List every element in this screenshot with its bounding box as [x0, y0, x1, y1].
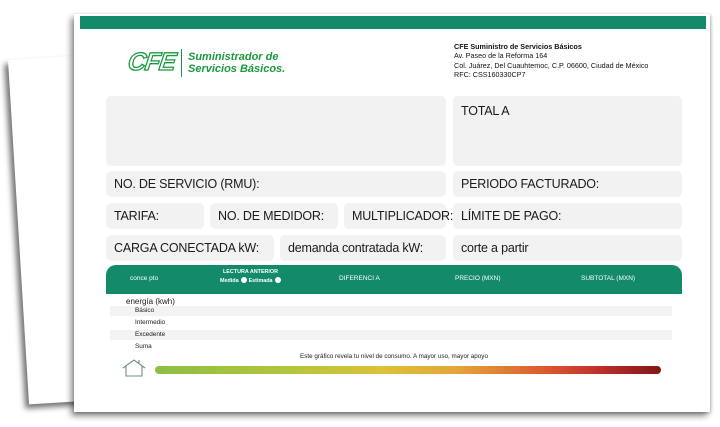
col-measured-label: Medida [220, 277, 239, 284]
col-difference: DIFERENCI A [339, 275, 380, 282]
customer-box [106, 96, 446, 166]
meter-number-field: NO. DE MEDIDOR: [210, 203, 338, 229]
payment-limit-field: LÍMITE DE PAGO: [453, 203, 682, 229]
consumption-gradient-bar [155, 366, 661, 374]
multiplier-field: MULTIPLICADOR: [344, 203, 446, 229]
logo-name-line1: Suministrador de [188, 50, 279, 63]
col-subtotal: SUBTOTAL (MXN) [581, 275, 636, 282]
house-icon [121, 358, 147, 378]
row-label-sum: Suma [135, 343, 152, 350]
table-row [110, 330, 672, 340]
company-rfc: RFC: CSS160330CP7 [454, 70, 526, 80]
tariff-field: TARIFA: [106, 203, 204, 229]
contracted-demand-field: demanda contratada kW: [280, 235, 446, 261]
energy-section-label: energía (kwh) [126, 297, 175, 306]
estimated-dot-icon [275, 277, 281, 283]
cfe-logo [128, 48, 285, 77]
col-previous-reading-title: LECTURA ANTERIOR [223, 269, 279, 275]
company-address-1: Av. Paseo de la Reforma 164 [454, 51, 548, 61]
row-label-intermediate: Intermedio [135, 319, 166, 326]
bill-sheet [74, 14, 710, 412]
row-label-excess: Excedente [135, 331, 166, 338]
col-concept: conce pto [130, 275, 159, 282]
company-name: CFE Suministro de Servicios Básicos [454, 42, 582, 51]
company-address-2: Col. Juárez, Del Cuauhtemoc, C.P. 06600, Ciudad de México [454, 60, 649, 70]
col-previous-reading [220, 269, 281, 285]
company-info [454, 42, 648, 80]
header-bar [80, 16, 706, 29]
col-estimated-label: Estimada [248, 277, 273, 284]
table-row [110, 318, 672, 328]
logo-divider [181, 49, 182, 77]
table-row [110, 342, 672, 352]
table-row [110, 306, 672, 316]
billing-period-field: PERIODO FACTURADO: [453, 171, 682, 197]
cutoff-field: corte a partir [453, 235, 682, 261]
service-number-field: NO. DE SERVICIO (RMU): [106, 171, 446, 197]
col-price: PRECIO (MXN) [455, 275, 501, 282]
measured-dot-icon [241, 277, 247, 283]
logo-name [188, 51, 285, 75]
logo-mark: CFE [126, 48, 178, 76]
connected-load-field: CARGA CONECTADA kW: [106, 235, 274, 261]
total-field: TOTAL A [453, 96, 682, 166]
logo-name-line2: Servicios Básicos. [188, 62, 286, 75]
row-label-basic: Básico [135, 307, 155, 314]
table-header [106, 265, 682, 294]
consumption-note: Este gráfico revela tu nivel de consumo. A mayor uso, mayor apoyo [300, 353, 488, 360]
